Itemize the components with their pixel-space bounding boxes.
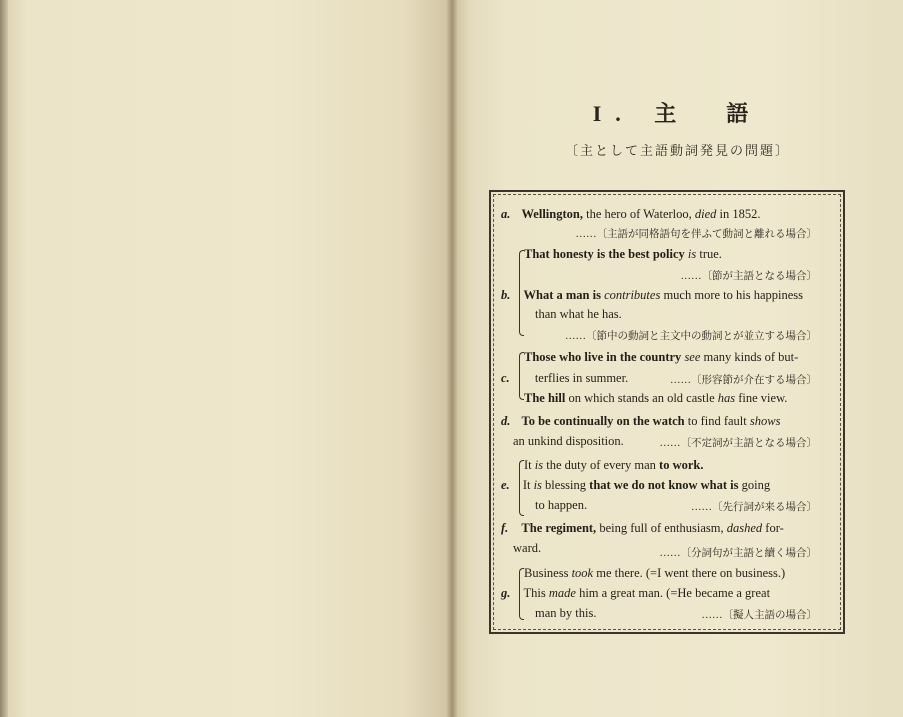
item-c-brace: [519, 352, 524, 400]
chapter-title: I. 主 語: [592, 101, 763, 126]
item-d-label: d.: [501, 414, 511, 428]
item-c-sentence1-cont: c. terflies in summer.: [501, 371, 629, 385]
item-e-sentence1: It is the duty of every man to work.: [524, 458, 704, 472]
item-e-brace: [519, 460, 524, 516]
item-a-note: ……〔主語が同格語句を伴ふて動詞と離れる場合〕: [575, 229, 817, 240]
item-g-sentence1: Business took me there. (=I went there on business.): [524, 566, 786, 580]
item-b-sentence1: That honesty is the best policy is true.: [524, 247, 722, 261]
item-b-sentence2-cont: than what he has.: [535, 307, 622, 321]
item-e-note: ……〔先行詞が来る場合〕: [691, 502, 817, 513]
item-g-sentence2: g. This made him a great man. (=He became a great: [501, 586, 771, 600]
item-c-label: c.: [501, 371, 510, 385]
item-e-sentence2-cont: to happen.: [535, 498, 588, 512]
item-b-brace: [519, 250, 524, 336]
item-d-line2: an unkind disposition.: [513, 434, 624, 448]
item-f-line2: ward.: [513, 541, 542, 555]
item-c-note1: ……〔形容節が介在する場合〕: [670, 375, 817, 386]
item-b-note1: ……〔節が主語となる場合〕: [680, 271, 817, 282]
item-b-note2: ……〔節中の動詞と主文中の動詞とが並立する場合〕: [565, 331, 817, 342]
item-d-line1: d. To be continually on the watch to find fault shows: [501, 414, 781, 428]
left-page-edge: [0, 0, 8, 717]
item-c-sentence1: Those who live in the country see many kinds of but-: [524, 350, 799, 364]
item-a-label: a.: [501, 207, 511, 221]
examples-box: [489, 190, 845, 634]
item-a-line1: a. Wellington, the hero of Waterloo, died in 1852.: [501, 207, 761, 221]
item-f-note: ……〔分詞句が主語と續く場合〕: [659, 548, 817, 559]
item-g-label: g.: [501, 586, 511, 600]
item-c-sentence2: The hill on which stands an old castle has fine view.: [524, 391, 788, 405]
item-f-line1: f. The regiment, being full of enthusiasm, dashed for-: [501, 521, 784, 535]
item-g-note: ……〔擬人主語の場合〕: [701, 610, 817, 621]
item-f-label: f.: [501, 521, 509, 535]
item-d-note: ……〔不定詞が主語となる場合〕: [659, 438, 817, 449]
item-e-label: e.: [501, 478, 510, 492]
item-e-sentence2: e. It is blessing that we do not know what is going: [501, 478, 771, 492]
item-b-sentence2: b. What a man is contributes much more to his happiness: [501, 288, 804, 302]
chapter-subtitle: 〔主として主語動詞発見の問題〕: [564, 143, 790, 158]
item-g-brace: [519, 568, 524, 620]
item-g-sentence2-cont: man by this.: [535, 606, 597, 620]
item-b-label: b.: [501, 288, 511, 302]
